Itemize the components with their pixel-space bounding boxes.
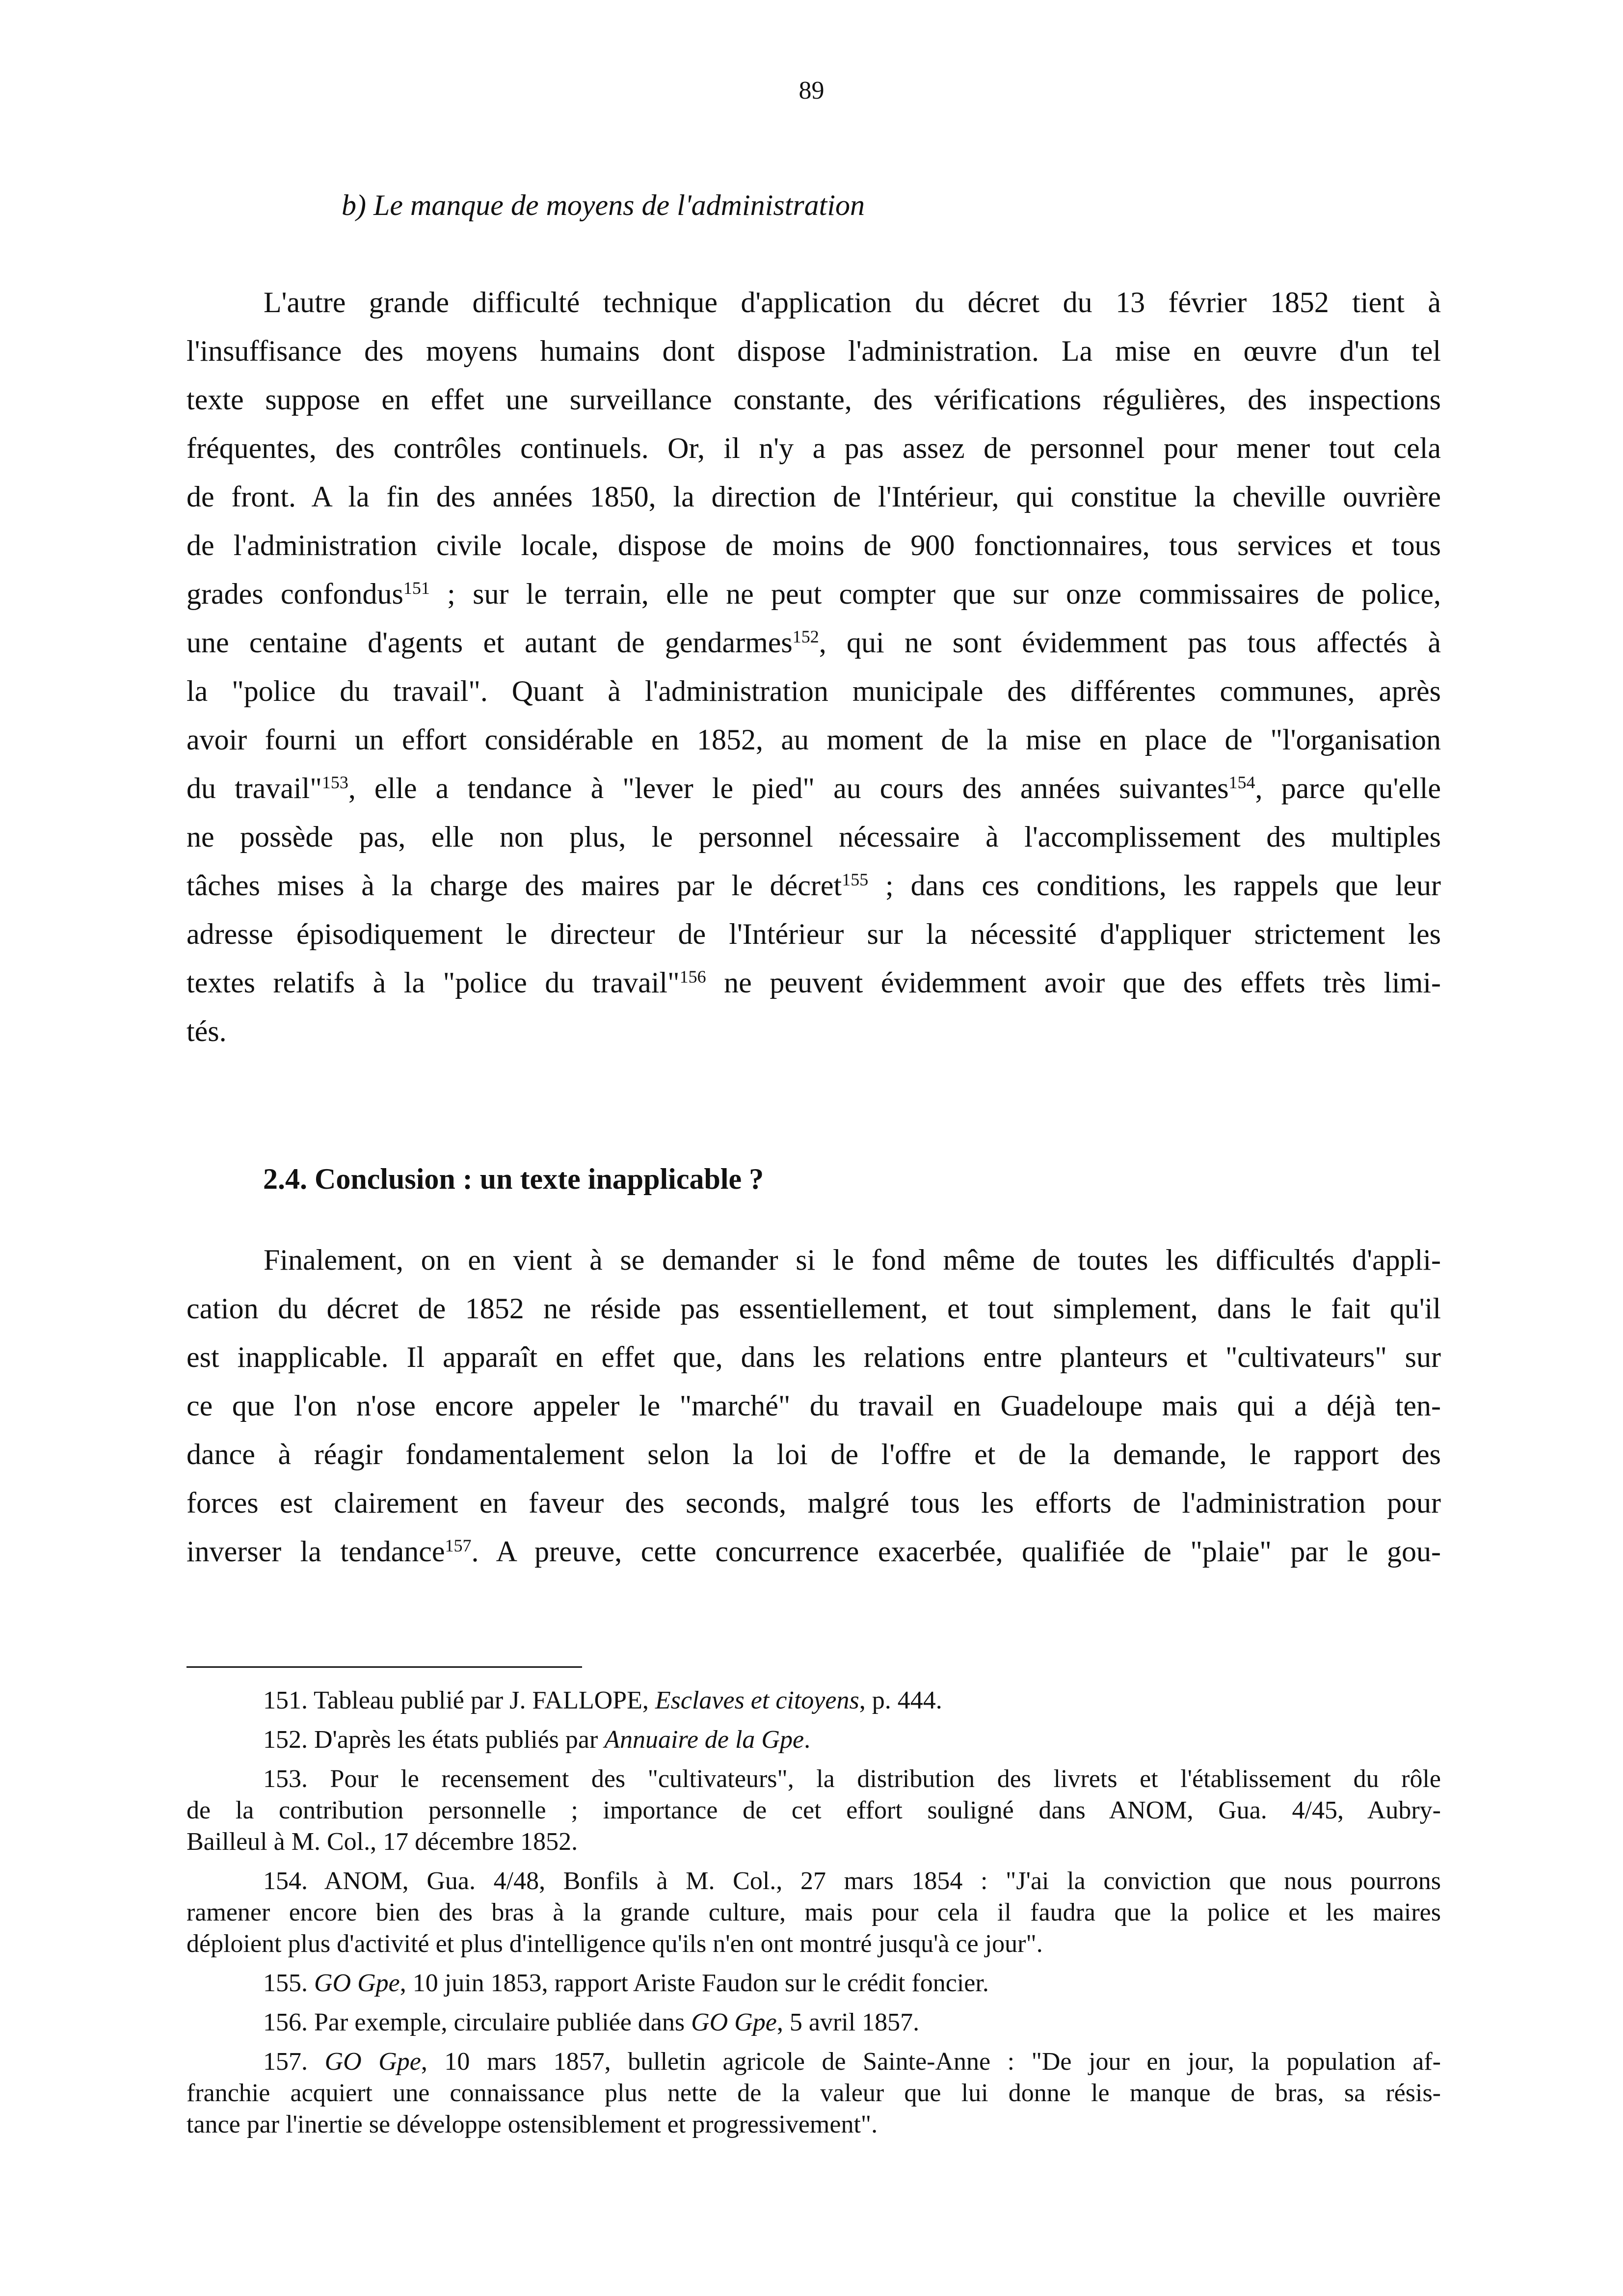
footnote-item (186, 1968, 1441, 1999)
text-segment: ; dans ces conditions, les rappels que leur (868, 869, 1441, 902)
section-subheading: b) Le manque de moyens de l'administration (342, 189, 865, 221)
footnote-line: Bailleul à M. Col., 17 décembre 1852. (186, 1828, 578, 1856)
text-segment: . A preuve, cette concurrence exacerbée, qualifiée de "plaie" par le gou- (471, 1535, 1441, 1568)
footnote-item (186, 2007, 1441, 2038)
text-segment: une centaine d'agents et autant de gendarmes (186, 626, 793, 659)
text-line: cation du décret de 1852 ne réside pas essentiellement, et tout simplement, dans le fait qu'il (186, 1292, 1441, 1325)
text-line: ce que l'on n'ose encore appeler le "marché" du travail en Guadeloupe mais qui a déjà ten- (186, 1389, 1441, 1422)
text-line (186, 959, 1441, 1007)
body-paragraph-1 (186, 278, 1441, 1056)
text-segment: , elle a tendance à "lever le pied" au cours des années suivantes (348, 772, 1229, 804)
footnote-line: 157. GO Gpe, 10 mars 1857, bulletin agricole de Sainte-Anne : "De jour en jour, la population af- (263, 2048, 1441, 2076)
text-segment: , qui ne sont évidemment pas tous affectés à (819, 626, 1441, 659)
text-line: adresse épisodiquement le directeur de l'Intérieur sur la nécessité d'appliquer strictement les (186, 918, 1441, 950)
footnote-item (186, 1763, 1441, 1858)
text-line (186, 861, 1441, 910)
footnote-reference: 151 (403, 578, 430, 598)
footnote-item (186, 1685, 1441, 1716)
footnote-item (186, 1866, 1441, 1960)
text-segment: tâches mises à la charge des maires par le décret (186, 869, 842, 902)
footnote-reference: 153 (321, 773, 348, 792)
footnote-line: 152. D'après les états publiés par Annuaire de la Gpe. (263, 1726, 811, 1754)
text-segment: ne peuvent évidemment avoir que des effets très limi- (706, 966, 1441, 999)
text-line: L'autre grande difficulté technique d'application du décret du 13 février 1852 tient à (264, 286, 1441, 319)
text-line: fréquentes, des contrôles continuels. Or, il n'y a pas assez de personnel pour mener tout cela (186, 432, 1441, 464)
text-segment: , parce qu'elle (1255, 772, 1441, 804)
footnote-line: 154. ANOM, Gua. 4/48, Bonfils à M. Col., 27 mars 1854 : "J'ai la conviction que nous pourrons (263, 1867, 1441, 1895)
cited-title: GO Gpe (314, 1969, 400, 1997)
text-line: texte suppose en effet une surveillance constante, des vérifications régulières, des inspections (186, 383, 1441, 416)
footnote-line: 155. GO Gpe, 10 juin 1853, rapport Ariste Faudon sur le crédit foncier. (263, 1969, 989, 1997)
text-line: dance à réagir fondamentalement selon la loi de l'offre et de la demande, le rapport des (186, 1438, 1441, 1470)
text-line: avoir fourni un effort considérable en 1852, au moment de la mise en place de "l'organisation (186, 723, 1441, 756)
text-line (186, 1527, 1441, 1576)
footnote-separator (186, 1666, 582, 1668)
footnote-item (186, 1724, 1441, 1756)
text-line: ne possède pas, elle non plus, le personnel nécessaire à l'accomplissement des multiples (186, 821, 1441, 853)
footnote-line: 156. Par exemple, circulaire publiée dans GO Gpe, 5 avril 1857. (263, 2008, 920, 2036)
cited-title: GO Gpe (691, 2008, 777, 2036)
text-segment: textes relatifs à la "police du travail" (186, 966, 680, 999)
footnote-line: de la contribution personnelle ; importance de cet effort souligné dans ANOM, Gua. 4/45, Aubry- (186, 1796, 1441, 1824)
footnote-item (186, 2046, 1441, 2140)
cited-title: GO Gpe (324, 2048, 421, 2076)
text-segment: inverser la tendance (186, 1535, 445, 1568)
footnote-reference: 155 (842, 870, 869, 889)
text-line (186, 618, 1441, 667)
footnote-line: 153. Pour le recensement des "cultivateurs", la distribution des livrets et l'établissement du rôle (263, 1765, 1441, 1793)
text-line: est inapplicable. Il apparaît en effet que, dans les relations entre planteurs et "cultivateurs" sur (186, 1341, 1441, 1373)
text-line (186, 570, 1441, 618)
text-line: Finalement, on en vient à se demander si le fond même de toutes les difficultés d'appli- (264, 1244, 1441, 1276)
section-heading: 2.4. Conclusion : un texte inapplicable ? (263, 1163, 764, 1195)
text-line: la "police du travail". Quant à l'administration municipale des différentes communes, après (186, 675, 1441, 707)
footnote-reference: 152 (792, 627, 819, 646)
cited-title: Esclaves et citoyens (655, 1686, 859, 1714)
text-segment: du travail" (186, 772, 322, 804)
footnote-line: ramener encore bien des bras à la grande culture, mais pour cela il faudra que la police et les maires (186, 1898, 1441, 1926)
footnote-reference: 154 (1228, 773, 1255, 792)
text-line: de front. A la fin des années 1850, la direction de l'Intérieur, qui constitue la cheville ouvrière (186, 481, 1441, 513)
text-line: l'insuffisance des moyens humains dont dispose l'administration. La mise en œuvre d'un tel (186, 335, 1441, 367)
footnotes (186, 1685, 1441, 2140)
footnote-line: tance par l'inertie se développe ostensiblement et progressivement". (186, 2110, 878, 2138)
cited-title: Annuaire de la Gpe (604, 1726, 804, 1754)
page-number: 89 (798, 77, 825, 105)
footnote-reference: 156 (679, 967, 706, 987)
text-line: de l'administration civile locale, dispose de moins de 900 fonctionnaires, tous services et tous (186, 529, 1441, 561)
text-segment: grades confondus (186, 578, 403, 610)
footnote-line: déploient plus d'activité et plus d'intelligence qu'ils n'en ont montré jusqu'à ce jour". (186, 1930, 1043, 1958)
body-paragraph-2 (186, 1236, 1441, 1576)
text-line (186, 764, 1441, 813)
text-line: tés. (186, 1015, 227, 1047)
footnote-reference: 157 (445, 1536, 472, 1555)
footnote-line: 151. Tableau publié par J. FALLOPE, Esclaves et citoyens, p. 444. (263, 1686, 942, 1714)
text-segment: ; sur le terrain, elle ne peut compter que sur onze commissaires de police, (429, 578, 1441, 610)
text-line: forces est clairement en faveur des seconds, malgré tous les efforts de l'administration pour (186, 1487, 1441, 1519)
footnote-line: franchie acquiert une connaissance plus nette de la valeur que lui donne le manque de bras, sa résis- (186, 2079, 1441, 2107)
